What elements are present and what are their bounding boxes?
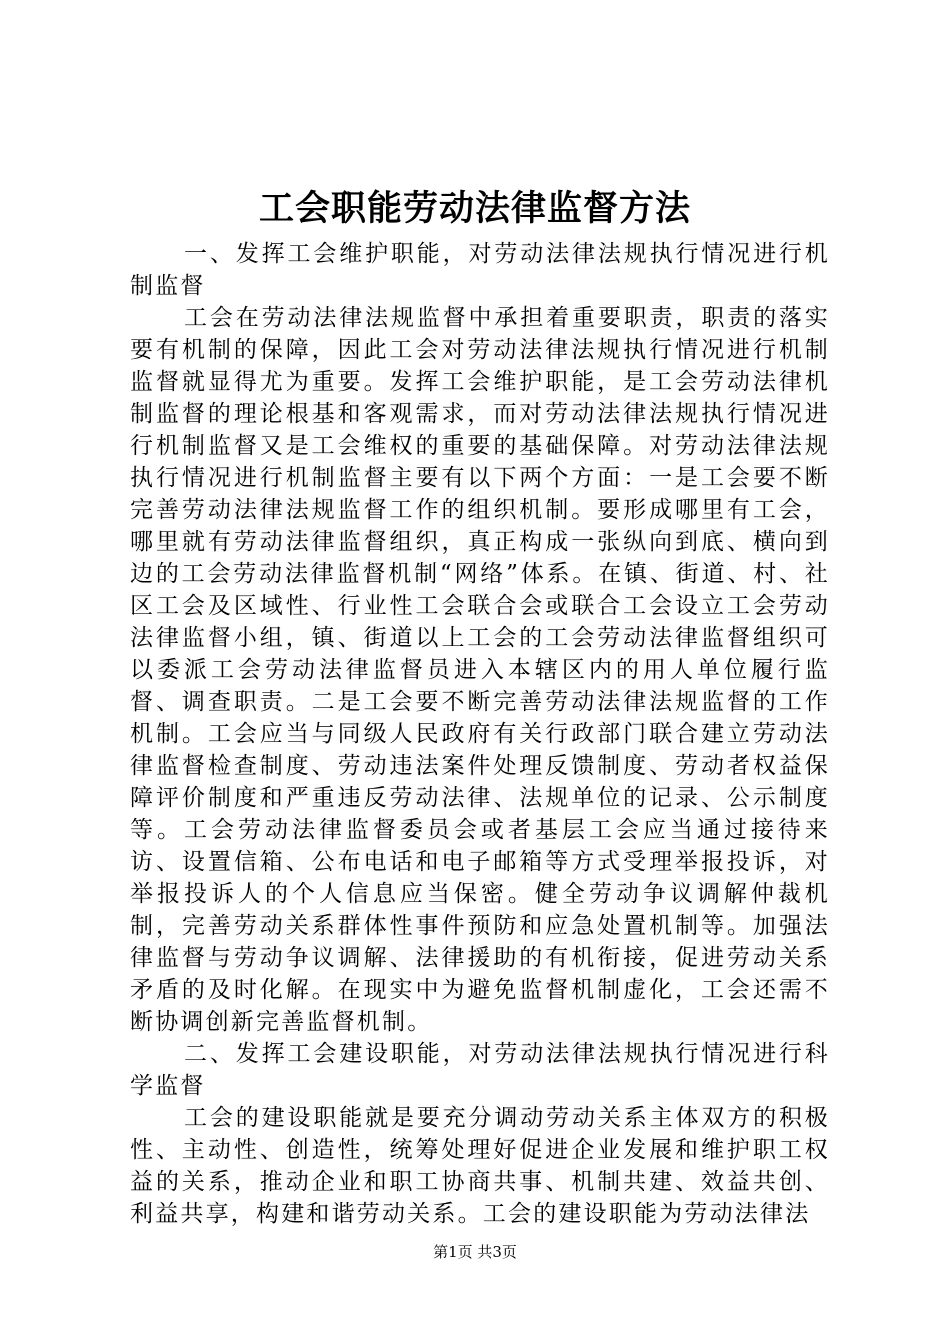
document-title: 工会职能劳动法律监督方法 bbox=[258, 188, 691, 229]
body-paragraph-1: 工会在劳动法律法规监督中承担着重要职责，职责的落实要有机制的保障，因此工会对劳动法律法规执行情况进行机制监督就显得尤为重要。发挥工会维护职能，是工会劳动法律机制监督的理论根基和客观需求，而对劳动法律法规执行情况进行机制监督又是工会维权的重要的基础保障。对劳动法律法规执行情况进行机制监督主要有以下两个方面：一是工会要不断完善劳动法律法规监督工作的组织机制。要形成哪里有工会，哪里就有劳动法律监督组织，真正构成一张纵向到底、横向到边的工会劳动法律监督机制“网络”体系。在镇、街道、村、社区工会及区域性、行业性工会联合会或联合工会设立工会劳动法律监督小组，镇、街道以上工会的工会劳动法律监督组织可以委派工会劳动法律监督员进入本辖区内的用人单位履行监督、调查职责。二是工会要不断完善劳动法律法规监督的工作机制。工会应当与同级人民政府有关行政部门联合建立劳动法律监督检查制度、劳动违法案件处理反馈制度、劳动者权益保障评价制度和严重违反劳动法律、法规单位的记录、公示制度等。工会劳动法律监督委员会或者基层工会应当通过接待来访、设置信箱、公布电话和电子邮箱等方式受理举报投诉，对举报投诉人的个人信息应当保密。健全劳动争议调解仲裁机制，完善劳动关系群体性事件预防和应急处置机制等。加强法律监督与劳动争议调解、法律援助的有机衔接，促进劳动关系矛盾的及时化解。在现实中为避免监督机制虚化，工会还需不断协调创新完善监督机制。 bbox=[130, 305, 830, 1035]
page-footer: 第1页 共3页 bbox=[433, 1243, 517, 1261]
section-heading-1: 一、发挥工会维护职能，对劳动法律法规执行情况进行机制监督 bbox=[130, 241, 830, 299]
body-paragraph-2: 工会的建设职能就是要充分调动劳动关系主体双方的积极性、主动性、创造性，统筹处理好促进企业发展和维护职工权益的关系，推动企业和职工协商共事、机制共建、效益共创、利益共享，构建和谐劳动关系。工会的建设职能为劳动法律法 bbox=[130, 1105, 830, 1227]
section-heading-2: 二、发挥工会建设职能，对劳动法律法规执行情况进行科学监督 bbox=[130, 1041, 830, 1099]
document-body bbox=[130, 238, 830, 1230]
